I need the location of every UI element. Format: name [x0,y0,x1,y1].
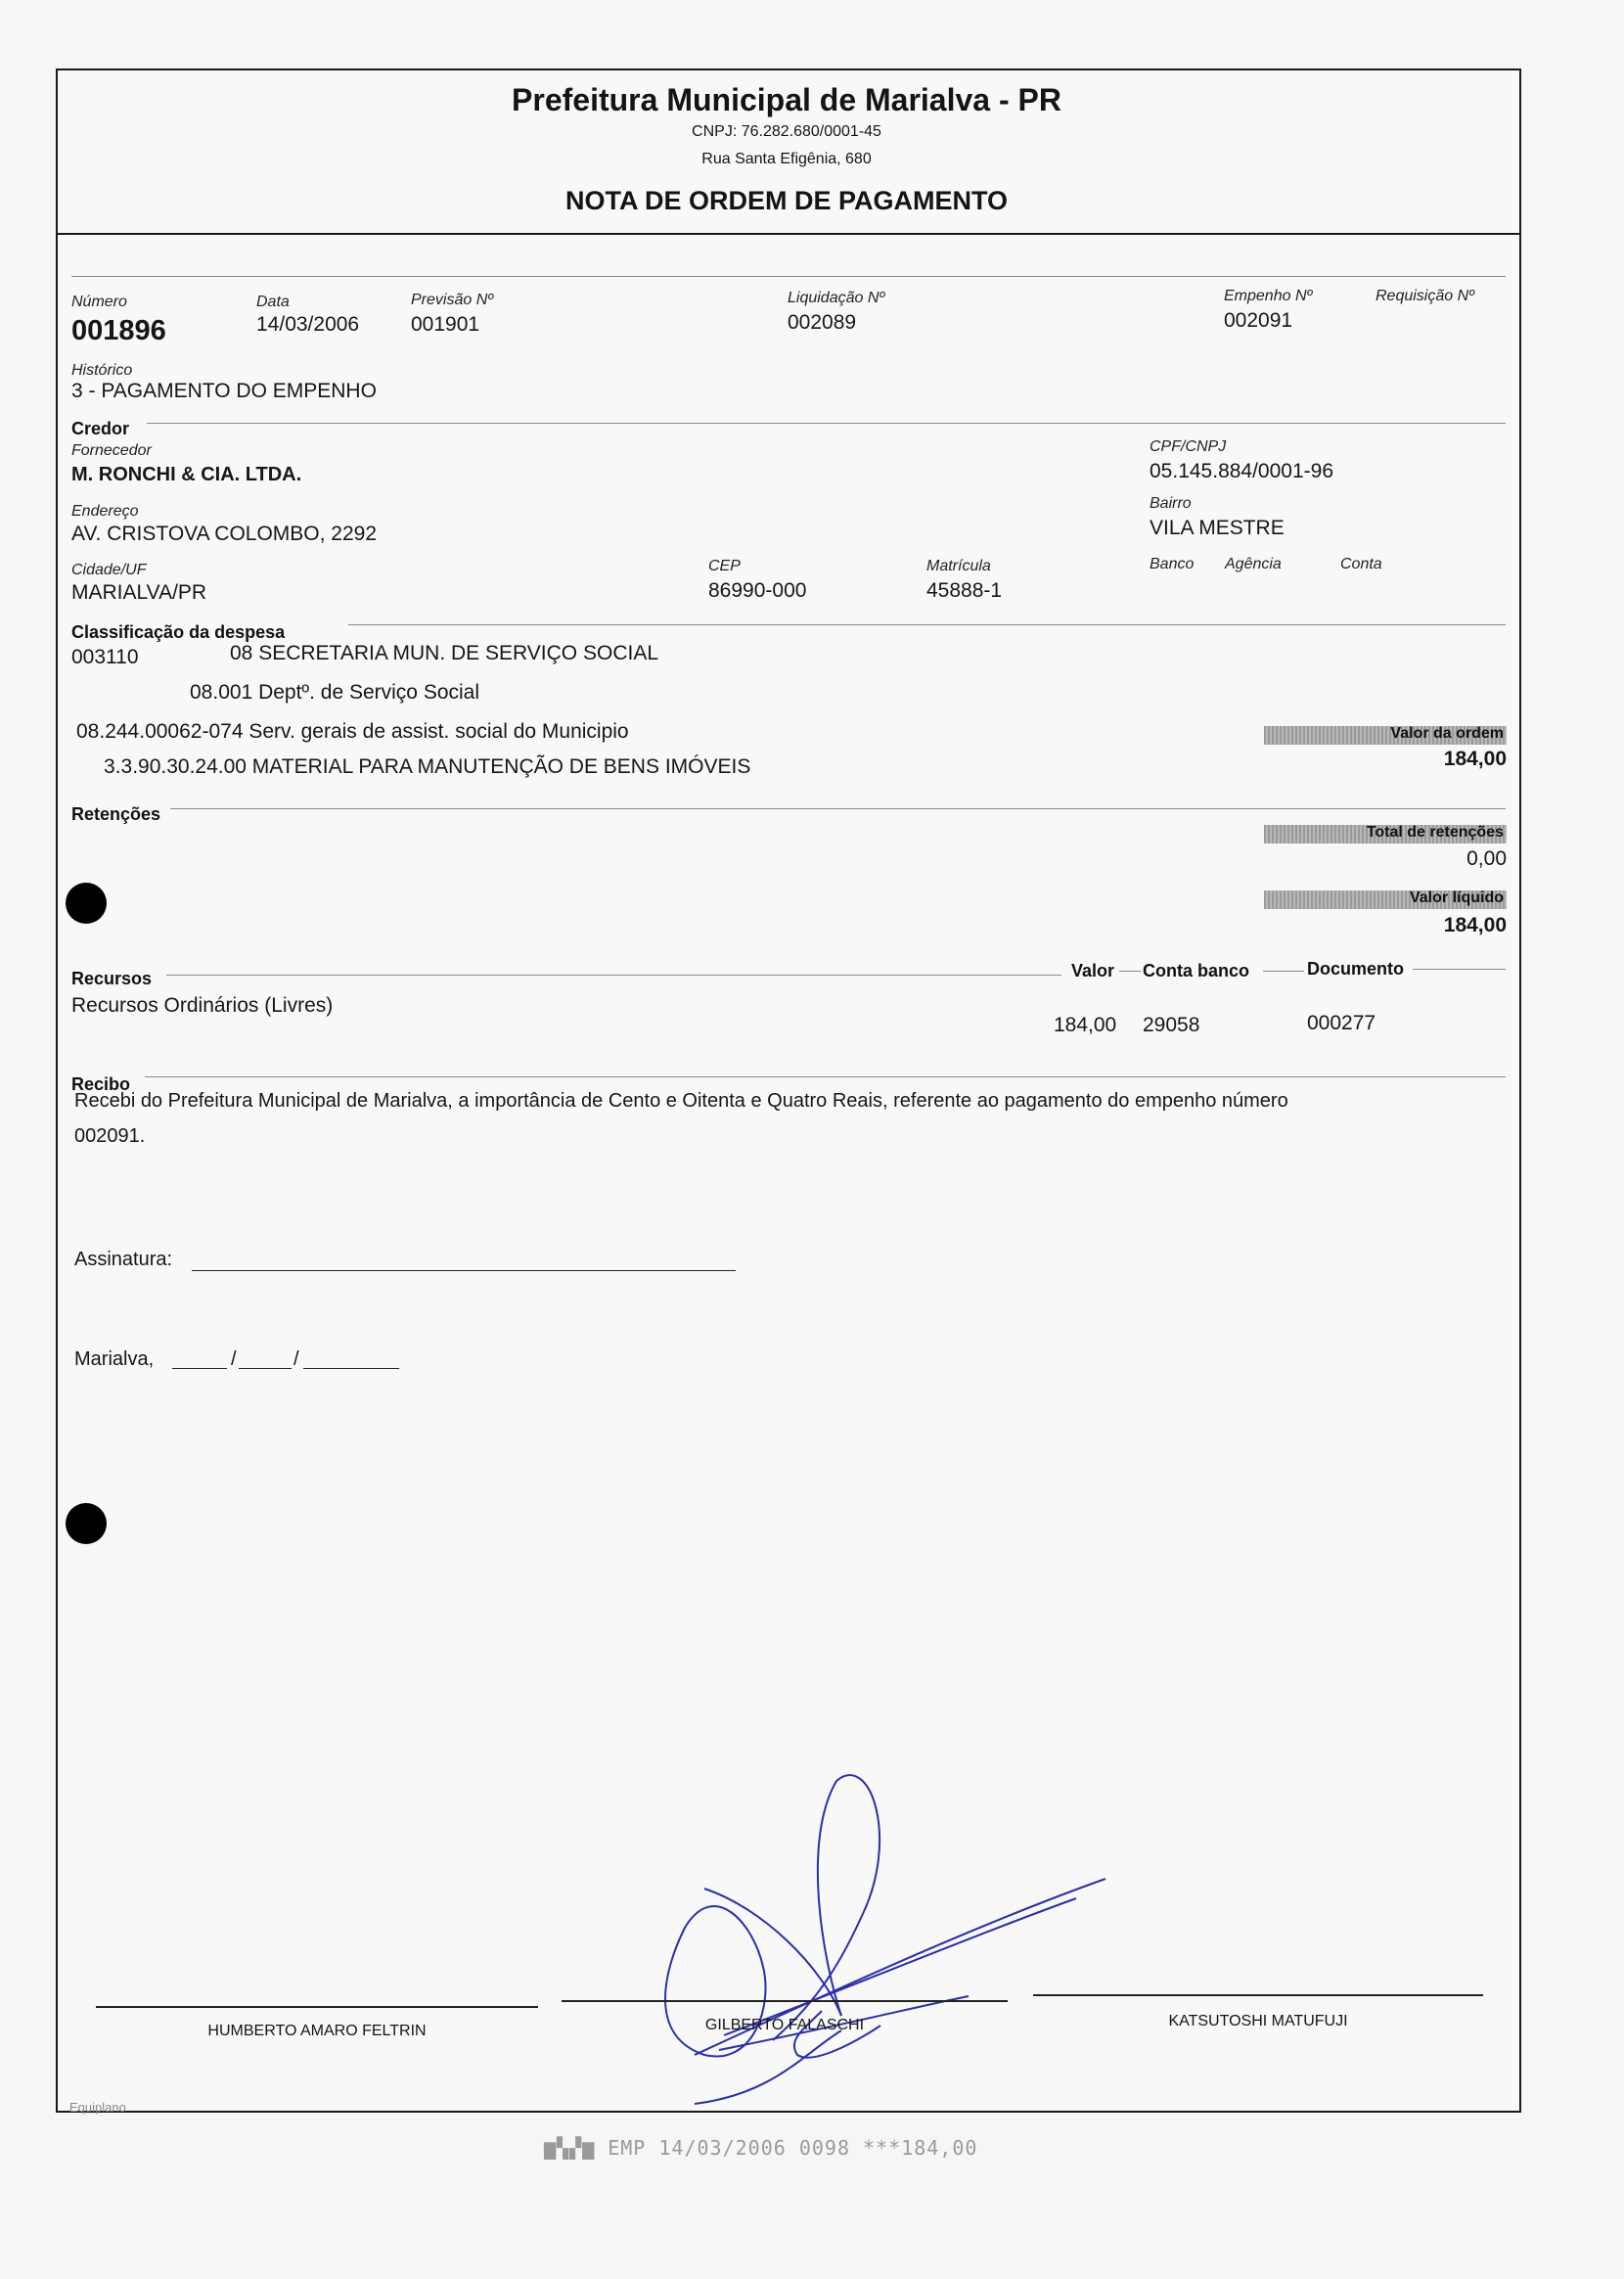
stamp-glyph: ▆▚▞▆ [544,2136,609,2160]
empenho-value: 002091 [1224,309,1293,332]
liquidacao-label: Liquidação Nº [788,290,885,306]
recibo-text-line2: 002091. [74,1125,146,1147]
ids-top-rule [71,276,1506,277]
local-data-label: Marialva, [74,1348,155,1370]
classificacao-section-title: Classificação da despesa [71,622,286,642]
fornecedor-label: Fornecedor [71,442,152,459]
classificacao-rule [348,624,1506,625]
data-value: 14/03/2006 [256,313,360,336]
recursos-rule-2 [1119,971,1141,972]
matricula-label: Matrícula [926,558,991,574]
previsao-label: Previsão Nº [411,292,494,308]
conta-label: Conta [1340,556,1382,572]
recursos-conta: 29058 [1143,1014,1200,1036]
assinatura-label: Assinatura: [74,1249,173,1270]
header-divider [56,233,1519,235]
endereco-label: Endereço [71,503,139,520]
fornecedor-value: M. RONCHI & CIA. LTDA. [71,464,302,485]
total-retencoes-bar [1264,825,1507,843]
valor-liquido-value: 184,00 [1443,914,1507,936]
numero-value: 001896 [71,315,166,346]
numero-label: Número [71,294,127,310]
recibo-section-title: Recibo [71,1074,131,1094]
cep-label: CEP [708,558,741,574]
recursos-rule-4 [1413,969,1506,970]
classificacao-line4: 3.3.90.30.24.00 MATERIAL PARA MANUTENÇÃO DE BENS IMÓVEIS [104,755,751,778]
total-retencoes-label: Total de retenções [1366,824,1504,841]
agencia-label: Agência [1225,556,1282,572]
cep-value: 86990-000 [708,579,807,602]
bairro-value: VILA MESTRE [1150,517,1285,539]
signature-line-1 [96,2006,538,2008]
retencoes-section-title: Retenções [71,804,161,824]
cidade-value: MARIALVA/PR [71,581,207,604]
liquidacao-value: 002089 [788,311,857,334]
recursos-rule-3 [1263,971,1304,972]
signatory-3-name: KATSUTOSHI MATUFUJI [1168,2013,1348,2029]
valor-ordem-value: 184,00 [1443,748,1507,770]
signatory-1-name: HUMBERTO AMARO FELTRIN [207,2023,427,2039]
empenho-label: Empenho Nº [1224,288,1313,304]
valor-ordem-bar [1264,726,1507,745]
signatory-2-name: GILBERTO FALASCHI [704,2017,865,2033]
bairro-label: Bairro [1150,495,1192,512]
previsao-value: 001901 [411,313,480,336]
banco-label: Banco [1150,556,1195,572]
credor-section-title: Credor [71,419,130,438]
date-year-line [303,1368,399,1369]
historico-value: 3 - PAGAMENTO DO EMPENHO [71,380,377,402]
cnpj-line: CNPJ: 76.282.680/0001-45 [692,123,881,140]
matricula-value: 45888-1 [926,579,1003,602]
handwritten-signature [626,1761,1135,2133]
valor-liquido-label: Valor líquido [1409,889,1504,906]
requisicao-label: Requisição Nº [1376,288,1474,304]
cpf-value: 05.145.884/0001-96 [1150,460,1334,482]
classificacao-line3: 08.244.00062-074 Serv. gerais de assist. social do Municipio [76,720,629,743]
classificacao-code: 003110 [71,646,139,668]
classificacao-line2: 08.001 Deptº. de Serviço Social [190,681,480,704]
recibo-rule [145,1076,1506,1077]
binder-hole-mark [66,1503,107,1544]
mechanical-stamp [544,2136,977,2160]
cidade-label: Cidade/UF [71,562,147,578]
date-slash-1: / [231,1348,237,1370]
recursos-documento: 000277 [1307,1012,1376,1034]
historico-label: Histórico [71,362,133,379]
address-line: Rua Santa Efigênia, 680 [701,151,872,167]
stamp-text: EMP 14/03/2006 0098 ***184,00 [608,2136,978,2160]
signature-line-3 [1033,1994,1483,1996]
software-brand: Equiplano [69,2100,126,2115]
recursos-section-title: Recursos [71,969,153,988]
recursos-rule [166,975,1061,976]
classificacao-line1: 08 SECRETARIA MUN. DE SERVIÇO SOCIAL [230,642,659,664]
recursos-documento-header: Documento [1307,959,1404,979]
credor-rule [147,423,1506,424]
data-label: Data [256,294,290,310]
date-day-line [172,1368,227,1369]
cpf-label: CPF/CNPJ [1150,438,1227,455]
retencoes-rule [170,808,1506,809]
date-month-line [239,1368,292,1369]
total-retencoes-value: 0,00 [1466,847,1507,870]
valor-liquido-bar [1264,890,1507,909]
assinatura-line [192,1270,736,1271]
binder-hole-mark [66,883,107,924]
document-title: NOTA DE ORDEM DE PAGAMENTO [564,186,1008,215]
valor-ordem-label: Valor da ordem [1390,725,1504,742]
endereco-value: AV. CRISTOVA COLOMBO, 2292 [71,523,378,545]
municipality-title: Prefeitura Municipal de Marialva - PR [512,82,1061,117]
recursos-valor-header: Valor [1071,961,1115,980]
recursos-valor: 184,00 [1054,1014,1117,1036]
recursos-conta-header: Conta banco [1143,961,1250,980]
date-slash-2: / [293,1348,299,1370]
recibo-text-line1: Recebi do Prefeitura Municipal de Marialva, a importância de Cento e Oitenta e Quatro Reais, referente ao pagamento do empenho número [74,1090,1288,1112]
recursos-descricao: Recursos Ordinários (Livres) [71,994,334,1017]
signature-line-2 [562,2000,1008,2002]
